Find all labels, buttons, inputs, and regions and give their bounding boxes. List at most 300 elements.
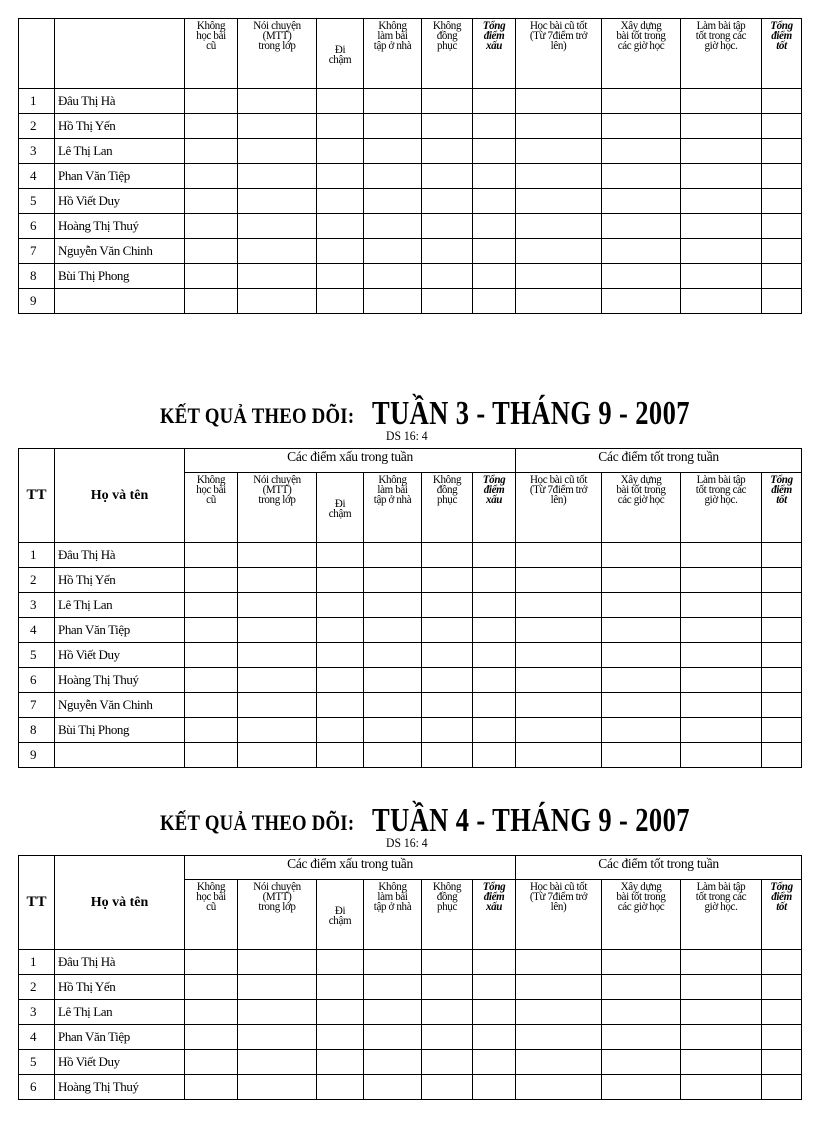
score-cell[interactable]: [364, 718, 422, 743]
score-cell[interactable]: [602, 568, 681, 593]
score-cell[interactable]: [317, 693, 364, 718]
score-cell[interactable]: [681, 593, 762, 618]
column-header-line: lên): [550, 899, 567, 913]
score-cell[interactable]: [762, 743, 802, 768]
score-cell[interactable]: [364, 950, 422, 975]
score-cell[interactable]: [238, 543, 317, 568]
table-week2: [18, 18, 802, 314]
score-cell[interactable]: [602, 289, 681, 314]
column-header-line: giờ học.: [704, 899, 738, 913]
score-cell[interactable]: [422, 1000, 473, 1025]
bad-points-group: Các điểm xấu trong tuần: [185, 449, 516, 473]
score-cell[interactable]: [602, 950, 681, 975]
score-cell[interactable]: [762, 289, 802, 314]
score-cell[interactable]: [516, 1050, 602, 1075]
score-cell[interactable]: [422, 264, 473, 289]
score-cell[interactable]: [681, 1025, 762, 1050]
score-cell[interactable]: [762, 718, 802, 743]
column-header-line: Không: [196, 879, 226, 893]
student-name: Phan Văn Tiệp: [55, 1025, 185, 1050]
score-cell[interactable]: [516, 950, 602, 975]
score-cell[interactable]: [422, 568, 473, 593]
row-number: 3: [19, 593, 55, 618]
score-cell[interactable]: [422, 189, 473, 214]
score-cell[interactable]: [762, 239, 802, 264]
row-number: 1: [19, 950, 55, 975]
score-cell[interactable]: [473, 1075, 516, 1100]
score-cell[interactable]: [602, 643, 681, 668]
column-header-c6: [475, 473, 514, 504]
score-cell[interactable]: [762, 1050, 802, 1075]
score-cell[interactable]: [238, 1075, 317, 1100]
table-row: [19, 718, 802, 743]
table-row: [19, 543, 802, 568]
score-cell[interactable]: [422, 1075, 473, 1100]
score-cell[interactable]: [317, 114, 364, 139]
score-cell[interactable]: [185, 264, 238, 289]
score-cell[interactable]: [516, 164, 602, 189]
score-cell[interactable]: [602, 618, 681, 643]
score-cell[interactable]: [473, 543, 516, 568]
score-cell[interactable]: [185, 743, 238, 768]
score-cell[interactable]: [317, 543, 364, 568]
score-cell[interactable]: [681, 950, 762, 975]
score-cell[interactable]: [762, 543, 802, 568]
score-cell[interactable]: [762, 643, 802, 668]
score-cell[interactable]: [762, 1025, 802, 1050]
score-cell[interactable]: [473, 593, 516, 618]
score-cell[interactable]: [238, 693, 317, 718]
score-cell[interactable]: [602, 239, 681, 264]
score-cell[interactable]: [516, 693, 602, 718]
column-header-line: Đi: [334, 496, 346, 510]
score-cell[interactable]: [364, 668, 422, 693]
score-cell[interactable]: [602, 1000, 681, 1025]
score-cell[interactable]: [602, 139, 681, 164]
score-cell[interactable]: [185, 1075, 238, 1100]
score-cell[interactable]: [364, 289, 422, 314]
score-cell[interactable]: [238, 189, 317, 214]
score-cell[interactable]: [317, 975, 364, 1000]
score-cell[interactable]: [238, 264, 317, 289]
score-cell[interactable]: [473, 568, 516, 593]
score-cell[interactable]: [185, 214, 238, 239]
score-cell[interactable]: [185, 718, 238, 743]
score-cell[interactable]: [238, 1025, 317, 1050]
score-cell[interactable]: [681, 239, 762, 264]
score-cell[interactable]: [238, 568, 317, 593]
column-header-line: học bài: [196, 28, 226, 42]
score-cell[interactable]: [516, 289, 602, 314]
score-cell[interactable]: [422, 1025, 473, 1050]
score-cell[interactable]: [238, 139, 317, 164]
score-cell[interactable]: [317, 950, 364, 975]
score-cell[interactable]: [602, 593, 681, 618]
score-cell[interactable]: [317, 593, 364, 618]
score-cell[interactable]: [317, 164, 364, 189]
score-cell[interactable]: [317, 264, 364, 289]
row-number: 7: [19, 693, 55, 718]
score-cell[interactable]: [364, 975, 422, 1000]
score-cell[interactable]: [317, 239, 364, 264]
student-name: Nguyễn Văn Chinh: [55, 693, 185, 718]
score-cell[interactable]: [185, 139, 238, 164]
score-cell[interactable]: [422, 239, 473, 264]
student-name: Hoàng Thị Thuý: [55, 214, 185, 239]
score-cell[interactable]: [762, 593, 802, 618]
score-cell[interactable]: [516, 239, 602, 264]
report-title-label: KẾT QUẢ THEO DÕI:: [160, 810, 355, 835]
column-header-line: (Từ 7điểm trở: [529, 28, 588, 42]
score-cell[interactable]: [238, 114, 317, 139]
score-cell[interactable]: [602, 1050, 681, 1075]
column-header-line: Không: [378, 472, 407, 486]
score-cell[interactable]: [762, 1075, 802, 1100]
score-cell[interactable]: [238, 593, 317, 618]
score-cell[interactable]: [516, 264, 602, 289]
score-cell[interactable]: [317, 618, 364, 643]
score-cell[interactable]: [473, 693, 516, 718]
score-cell[interactable]: [238, 975, 317, 1000]
score-cell[interactable]: [762, 568, 802, 593]
score-cell[interactable]: [681, 89, 762, 114]
column-header-line: Xây dựng: [620, 18, 662, 32]
score-cell[interactable]: [516, 668, 602, 693]
score-cell[interactable]: [516, 1000, 602, 1025]
table-row: [19, 1025, 802, 1050]
score-cell[interactable]: [422, 214, 473, 239]
score-cell[interactable]: [516, 139, 602, 164]
score-cell[interactable]: [681, 668, 762, 693]
score-cell[interactable]: [473, 1025, 516, 1050]
score-cell[interactable]: [185, 668, 238, 693]
score-cell[interactable]: [422, 718, 473, 743]
column-header-line: phục: [436, 38, 457, 52]
score-cell[interactable]: [473, 975, 516, 1000]
score-cell[interactable]: [185, 289, 238, 314]
score-cell[interactable]: [681, 1050, 762, 1075]
score-cell[interactable]: [422, 950, 473, 975]
score-cell[interactable]: [185, 950, 238, 975]
score-cell[interactable]: [317, 189, 364, 214]
column-header-line: phục: [436, 492, 457, 506]
score-cell[interactable]: [238, 618, 317, 643]
score-cell[interactable]: [317, 1075, 364, 1100]
score-cell[interactable]: [238, 164, 317, 189]
score-cell[interactable]: [516, 643, 602, 668]
table-row: [19, 668, 802, 693]
score-cell[interactable]: [602, 693, 681, 718]
column-header-c5: [424, 19, 470, 50]
column-header-line: xấu: [485, 899, 503, 913]
score-cell[interactable]: [317, 568, 364, 593]
score-cell[interactable]: [602, 543, 681, 568]
score-cell[interactable]: [185, 189, 238, 214]
score-cell[interactable]: [516, 114, 602, 139]
score-cell[interactable]: [422, 593, 473, 618]
score-cell[interactable]: [238, 1000, 317, 1025]
score-cell[interactable]: [473, 89, 516, 114]
score-cell[interactable]: [516, 543, 602, 568]
score-cell[interactable]: [473, 1050, 516, 1075]
score-cell[interactable]: [681, 693, 762, 718]
table-row: [19, 568, 802, 593]
column-header-line: Làm bài tập: [696, 879, 746, 893]
score-cell[interactable]: [238, 289, 317, 314]
column-header-line: bài tốt trong: [616, 482, 666, 496]
column-header-line: bài tốt trong: [616, 28, 666, 42]
score-cell[interactable]: [762, 693, 802, 718]
score-cell[interactable]: [681, 568, 762, 593]
score-cell[interactable]: [602, 1075, 681, 1100]
score-cell[interactable]: [185, 543, 238, 568]
score-cell[interactable]: [762, 189, 802, 214]
score-cell[interactable]: [185, 618, 238, 643]
column-header-line: làm bài: [377, 482, 408, 496]
score-cell[interactable]: [364, 89, 422, 114]
score-cell[interactable]: [317, 1025, 364, 1050]
score-cell[interactable]: [473, 618, 516, 643]
score-cell[interactable]: [317, 214, 364, 239]
column-header-c2: [241, 19, 313, 50]
score-cell[interactable]: [422, 743, 473, 768]
score-cell[interactable]: [364, 214, 422, 239]
score-cell[interactable]: [317, 668, 364, 693]
score-cell[interactable]: [238, 214, 317, 239]
score-cell[interactable]: [473, 718, 516, 743]
score-cell[interactable]: [602, 743, 681, 768]
score-cell[interactable]: [473, 289, 516, 314]
score-cell[interactable]: [238, 643, 317, 668]
score-cell[interactable]: [364, 139, 422, 164]
score-cell[interactable]: [681, 264, 762, 289]
column-header-c4: [366, 880, 418, 911]
score-cell[interactable]: [516, 89, 602, 114]
score-cell[interactable]: [762, 214, 802, 239]
score-cell[interactable]: [422, 164, 473, 189]
column-header-line: tập ở nhà: [373, 38, 412, 52]
score-cell[interactable]: [364, 1025, 422, 1050]
score-cell[interactable]: [681, 618, 762, 643]
score-cell[interactable]: [422, 693, 473, 718]
score-cell[interactable]: [602, 114, 681, 139]
column-header-c1: [187, 880, 235, 911]
score-cell[interactable]: [238, 1050, 317, 1075]
score-cell[interactable]: [422, 618, 473, 643]
bad-points-group: Các điểm xấu trong tuần: [185, 856, 516, 880]
score-cell[interactable]: [473, 164, 516, 189]
score-cell[interactable]: [602, 975, 681, 1000]
score-cell[interactable]: [473, 214, 516, 239]
score-cell[interactable]: [185, 643, 238, 668]
score-cell[interactable]: [364, 693, 422, 718]
score-cell[interactable]: [364, 643, 422, 668]
row-number: 1: [19, 89, 55, 114]
score-cell[interactable]: [602, 164, 681, 189]
score-cell[interactable]: [681, 1075, 762, 1100]
score-cell[interactable]: [185, 593, 238, 618]
column-header-c10: [764, 19, 800, 50]
column-header-line: Tổng: [482, 879, 506, 893]
score-cell[interactable]: [238, 950, 317, 975]
score-cell[interactable]: [364, 1000, 422, 1025]
column-header-line: lên): [550, 492, 567, 506]
score-cell[interactable]: [681, 643, 762, 668]
score-cell[interactable]: [762, 668, 802, 693]
score-cell[interactable]: [422, 543, 473, 568]
score-cell[interactable]: [762, 618, 802, 643]
score-cell[interactable]: [422, 289, 473, 314]
score-cell[interactable]: [516, 618, 602, 643]
column-header-line: trong lớp: [258, 899, 296, 913]
student-name: Bùi Thị Phong: [55, 718, 185, 743]
score-cell[interactable]: [185, 114, 238, 139]
column-header-line: Làm bài tập: [696, 472, 746, 486]
column-header-line: tốt trong các: [695, 482, 747, 496]
score-cell[interactable]: [185, 1025, 238, 1050]
score-cell[interactable]: [364, 543, 422, 568]
score-cell[interactable]: [317, 1050, 364, 1075]
score-cell[interactable]: [364, 618, 422, 643]
score-cell[interactable]: [422, 89, 473, 114]
score-cell[interactable]: [602, 89, 681, 114]
score-cell[interactable]: [364, 568, 422, 593]
score-cell[interactable]: [317, 1000, 364, 1025]
score-cell[interactable]: [681, 164, 762, 189]
student-name: Hồ Thị Yến: [55, 114, 185, 139]
week-title: TUẦN 4 - THÁNG 9 - 2007: [372, 802, 690, 839]
score-cell[interactable]: [602, 264, 681, 289]
score-cell[interactable]: [317, 89, 364, 114]
score-cell[interactable]: [681, 214, 762, 239]
score-cell[interactable]: [762, 975, 802, 1000]
score-cell[interactable]: [317, 289, 364, 314]
student-name: Hồ Thị Yến: [55, 568, 185, 593]
score-cell[interactable]: [681, 189, 762, 214]
score-cell[interactable]: [516, 214, 602, 239]
score-cell[interactable]: [422, 643, 473, 668]
score-cell[interactable]: [364, 264, 422, 289]
score-cell[interactable]: [473, 114, 516, 139]
column-header-line: Đi: [334, 903, 346, 917]
score-cell[interactable]: [364, 743, 422, 768]
score-cell[interactable]: [422, 114, 473, 139]
score-cell[interactable]: [681, 1000, 762, 1025]
score-cell[interactable]: [762, 139, 802, 164]
score-cell[interactable]: [762, 114, 802, 139]
score-cell[interactable]: [762, 89, 802, 114]
score-cell[interactable]: [238, 743, 317, 768]
column-header-c8: [605, 19, 677, 50]
score-cell[interactable]: [185, 239, 238, 264]
score-cell[interactable]: [364, 593, 422, 618]
column-header-c8: [605, 880, 677, 911]
column-header-line: điểm: [771, 28, 792, 42]
score-cell[interactable]: [762, 164, 802, 189]
score-cell[interactable]: [681, 543, 762, 568]
score-cell[interactable]: [473, 950, 516, 975]
score-cell[interactable]: [473, 1000, 516, 1025]
report-title-label: KẾT QUẢ THEO DÕI:: [160, 403, 355, 428]
score-cell[interactable]: [238, 239, 317, 264]
table-row: [19, 1075, 802, 1100]
score-cell[interactable]: [364, 114, 422, 139]
score-cell[interactable]: [185, 568, 238, 593]
score-cell[interactable]: [364, 164, 422, 189]
score-cell[interactable]: [185, 89, 238, 114]
score-cell[interactable]: [364, 1050, 422, 1075]
score-cell[interactable]: [602, 1025, 681, 1050]
score-cell[interactable]: [516, 1025, 602, 1050]
score-cell[interactable]: [422, 139, 473, 164]
score-cell[interactable]: [185, 164, 238, 189]
score-cell[interactable]: [317, 718, 364, 743]
row-number: 4: [19, 1025, 55, 1050]
score-cell[interactable]: [681, 139, 762, 164]
score-cell[interactable]: [473, 189, 516, 214]
score-cell[interactable]: [602, 668, 681, 693]
score-cell[interactable]: [516, 975, 602, 1000]
score-cell[interactable]: [473, 743, 516, 768]
score-cell[interactable]: [185, 975, 238, 1000]
score-cell[interactable]: [602, 214, 681, 239]
score-cell[interactable]: [516, 1075, 602, 1100]
score-cell[interactable]: [238, 718, 317, 743]
score-cell[interactable]: [238, 89, 317, 114]
score-cell[interactable]: [762, 950, 802, 975]
score-cell[interactable]: [364, 189, 422, 214]
score-cell[interactable]: [317, 743, 364, 768]
score-cell[interactable]: [422, 1050, 473, 1075]
score-cell[interactable]: [681, 975, 762, 1000]
score-cell[interactable]: [185, 1050, 238, 1075]
score-cell[interactable]: [602, 189, 681, 214]
score-cell[interactable]: [364, 239, 422, 264]
score-cell[interactable]: [602, 718, 681, 743]
score-cell[interactable]: [762, 264, 802, 289]
score-cell[interactable]: [516, 568, 602, 593]
score-cell[interactable]: [185, 1000, 238, 1025]
score-cell[interactable]: [516, 189, 602, 214]
score-cell[interactable]: [473, 139, 516, 164]
score-cell[interactable]: [317, 139, 364, 164]
column-header-line: (Từ 7điểm trở: [529, 889, 588, 903]
score-cell[interactable]: [681, 114, 762, 139]
score-cell[interactable]: [422, 668, 473, 693]
score-cell[interactable]: [516, 593, 602, 618]
score-cell[interactable]: [185, 693, 238, 718]
score-cell[interactable]: [516, 718, 602, 743]
score-cell[interactable]: [473, 668, 516, 693]
table-row: [19, 643, 802, 668]
score-cell[interactable]: [681, 718, 762, 743]
table-row: [19, 743, 802, 768]
score-cell[interactable]: [473, 239, 516, 264]
score-cell[interactable]: [422, 975, 473, 1000]
table-row: [19, 264, 802, 289]
score-cell[interactable]: [473, 643, 516, 668]
score-cell[interactable]: [762, 1000, 802, 1025]
score-cell[interactable]: [473, 264, 516, 289]
score-cell[interactable]: [238, 668, 317, 693]
score-cell[interactable]: [317, 643, 364, 668]
score-cell[interactable]: [516, 743, 602, 768]
score-cell[interactable]: [681, 743, 762, 768]
column-header-line: Tổng: [770, 879, 793, 893]
score-cell[interactable]: [681, 289, 762, 314]
column-header-line: Học bài cũ tốt: [530, 472, 588, 486]
score-cell[interactable]: [364, 1075, 422, 1100]
